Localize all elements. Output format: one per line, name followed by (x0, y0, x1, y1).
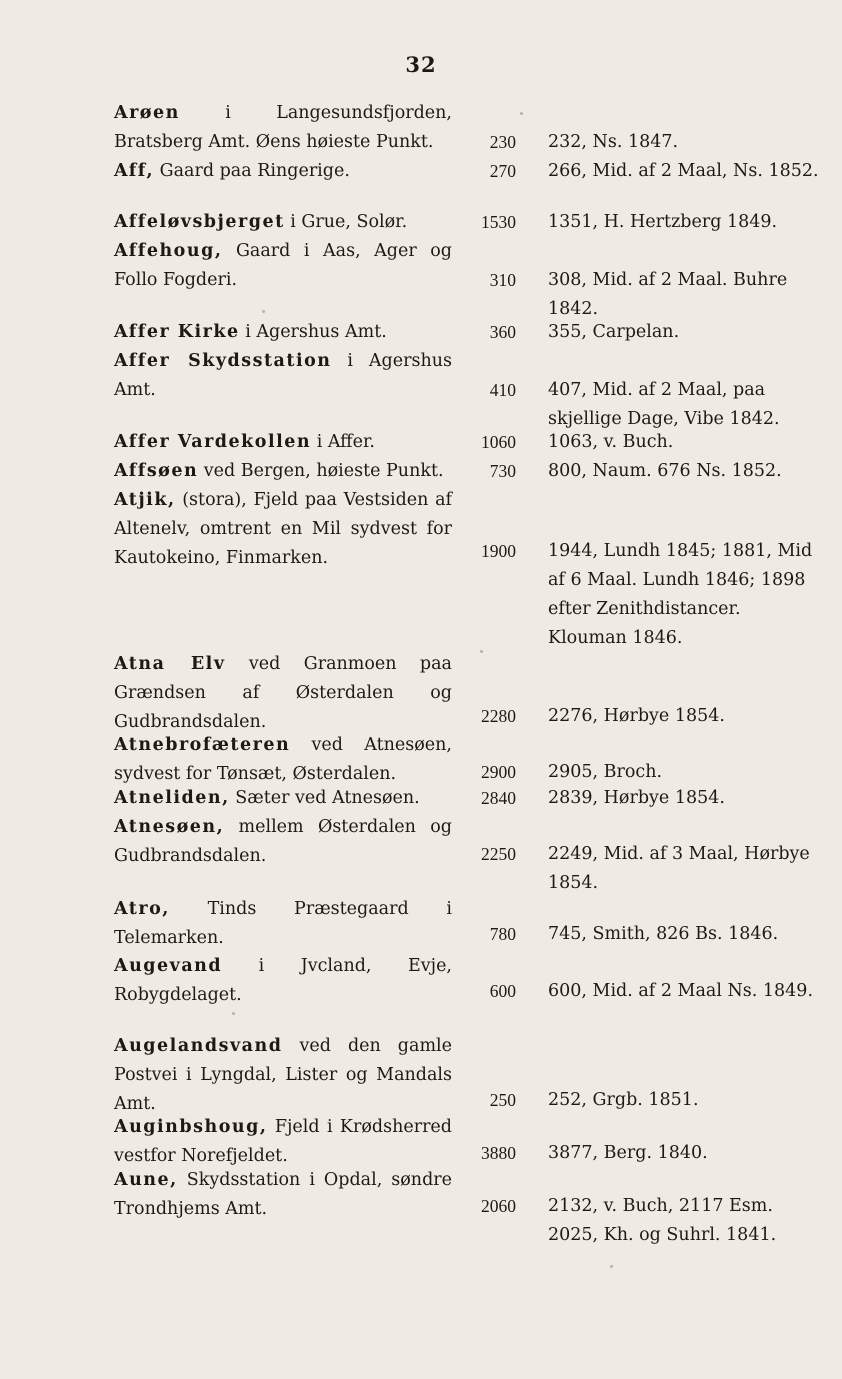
entry-reference: 407, Mid. af 2 Maal, paa skjellige Dage, Vibe 1842. (548, 380, 780, 429)
entry-description: i Jvcland, Evje, Robygdelaget. (114, 956, 452, 1005)
entry-height: 1530 (481, 212, 516, 232)
entry-height: 2060 (481, 1196, 516, 1216)
entry-headword: Aff, (114, 161, 155, 181)
entry-description: Tinds Præstegaard i Telemarken. (114, 899, 452, 948)
entry-description: i Agershus Amt. (239, 322, 387, 342)
entry-description: i Agershus Amt. (114, 351, 452, 400)
entry-reference: 2839, Hørbye 1854. (548, 788, 725, 808)
entry-description: ved Bergen, høieste Punkt. (198, 461, 444, 481)
entry-description: ved den gamle Postvei i Lyngdal, Lister og Mandals Amt. (114, 1036, 452, 1114)
entry-headword: Affsøen (114, 461, 199, 481)
entry-description: i Langesundsfjorden, Bratsberg Amt. Øens høieste Punkt. (114, 103, 452, 152)
entry-height: 230 (489, 132, 516, 152)
entry-reference: 308, Mid. af 2 Maal. Buhre 1842. (548, 270, 788, 319)
entry-height: 600 (489, 981, 516, 1001)
entry-name (114, 157, 452, 186)
entry-headword: Arøen (114, 103, 180, 123)
entry-height: 2840 (481, 788, 516, 808)
entry-headword: Affer Kirke (114, 322, 240, 342)
entry-reference: 2905, Broch. (548, 762, 663, 782)
entry-reference: 800, Naum. 676 Ns. 1852. (548, 461, 782, 481)
entry-name (114, 347, 452, 405)
paper-speck (232, 1012, 235, 1015)
entry-description: Fjeld i Krødsherred vestfor Norefjeldet. (114, 1117, 452, 1166)
entry-name (114, 1166, 452, 1224)
entry-description: Gaard paa Ringerige. (154, 161, 350, 181)
entry-reference: 252, Grgb. 1851. (548, 1090, 699, 1110)
entry-height: 780 (489, 924, 516, 944)
entry-name (114, 428, 452, 457)
entry-headword: Atnesøen, (114, 817, 225, 837)
entry-headword: Atjik, (114, 490, 176, 510)
entry-height: 360 (489, 322, 516, 342)
entry-name (114, 1032, 452, 1119)
entry-description: ved Granmoen paa Grændsen af Østerdalen og Gudbrandsdalen. (114, 654, 452, 732)
entry-height: 310 (489, 270, 516, 290)
entry-name (114, 813, 452, 871)
entry-headword: Augelandsvand (114, 1036, 283, 1056)
entry-description: i Grue, Solør. (284, 212, 408, 232)
entry-headword: Auginbshoug, (114, 1117, 268, 1137)
entry-headword: Affehoug, (114, 241, 223, 261)
entry-height: 1900 (481, 541, 516, 561)
entry-height: 2900 (481, 762, 516, 782)
entry-name (114, 1113, 452, 1171)
entry-height: 2250 (481, 844, 516, 864)
entry-name (114, 895, 452, 953)
entry-description: mellem Østerdalen og Gudbrandsdalen. (114, 817, 452, 866)
entry-height: 2280 (481, 706, 516, 726)
entry-height: 3880 (481, 1143, 516, 1163)
entry-reference: 266, Mid. af 2 Maal, Ns. 1852. (548, 161, 819, 181)
entry-description: ved Atnesøen, sydvest for Tønsæt, Østerdalen. (114, 735, 452, 784)
entry-name (114, 237, 452, 295)
paper-speck (262, 310, 265, 313)
entry-headword: Aune, (114, 1170, 178, 1190)
entry-description: Gaard i Aas, Ager og Follo Fogderi. (114, 241, 452, 290)
entry-reference: 2249, Mid. af 3 Maal, Hørbye 1854. (548, 844, 810, 893)
entry-name (114, 208, 452, 237)
entry-name (114, 318, 452, 347)
entry-headword: Atneliden, (114, 788, 230, 808)
entry-name (114, 486, 452, 573)
paper-speck (610, 1265, 613, 1268)
entry-name (114, 952, 452, 1010)
entry-height: 270 (489, 161, 516, 181)
entry-name (114, 650, 452, 737)
entry-headword: Affeløvsbjerget (114, 212, 285, 232)
entry-reference: 2276, Hørbye 1854. (548, 706, 725, 726)
entry-height: 730 (489, 461, 516, 481)
entry-reference: 1944, Lundh 1845; 1881, Mid af 6 Maal. Lundh 1846; 1898 efter Zenithdistancer. Klouman 1846. (548, 541, 813, 648)
entry-height: 250 (489, 1090, 516, 1110)
entry-height: 410 (489, 380, 516, 400)
entry-reference: 2132, v. Buch, 2117 Esm. 2025, Kh. og Suhrl. 1841. (548, 1196, 777, 1245)
entry-height: 1060 (481, 432, 516, 452)
entry-description: Skydsstation i Opdal, søndre Trondhjems Amt. (114, 1170, 452, 1219)
entry-headword: Affer Vardekollen (114, 432, 312, 452)
entry-reference: 3877, Berg. 1840. (548, 1143, 708, 1163)
entry-name (114, 731, 452, 789)
paper-speck (520, 112, 523, 115)
entry-name (114, 99, 452, 157)
entry-description: (stora), Fjeld paa Vestsiden af Altenelv, omtrent en Mil sydvest for Kautokeino, Finmarken. (114, 490, 452, 568)
entry-reference: 1063, v. Buch. (548, 432, 674, 452)
entry-description: i Affer. (311, 432, 375, 452)
entry-reference: 1351, H. Hertzberg 1849. (548, 212, 778, 232)
entry-headword: Affer Skydsstation (114, 351, 332, 371)
entry-headword: Atna Elv (114, 654, 226, 674)
entry-reference: 355, Carpelan. (548, 322, 680, 342)
entry-reference: 745, Smith, 826 Bs. 1846. (548, 924, 779, 944)
entry-headword: Atnebrofæteren (114, 735, 291, 755)
page-number: 32 (405, 52, 437, 77)
entry-name (114, 457, 452, 486)
entry-description: Sæter ved Atnesøen. (229, 788, 420, 808)
paper-speck (480, 650, 483, 653)
entry-headword: Atro, (114, 899, 170, 919)
entry-name (114, 784, 452, 813)
entry-headword: Augevand (114, 956, 223, 976)
entry-reference: 232, Ns. 1847. (548, 132, 679, 152)
entry-reference: 600, Mid. af 2 Maal Ns. 1849. (548, 981, 814, 1001)
